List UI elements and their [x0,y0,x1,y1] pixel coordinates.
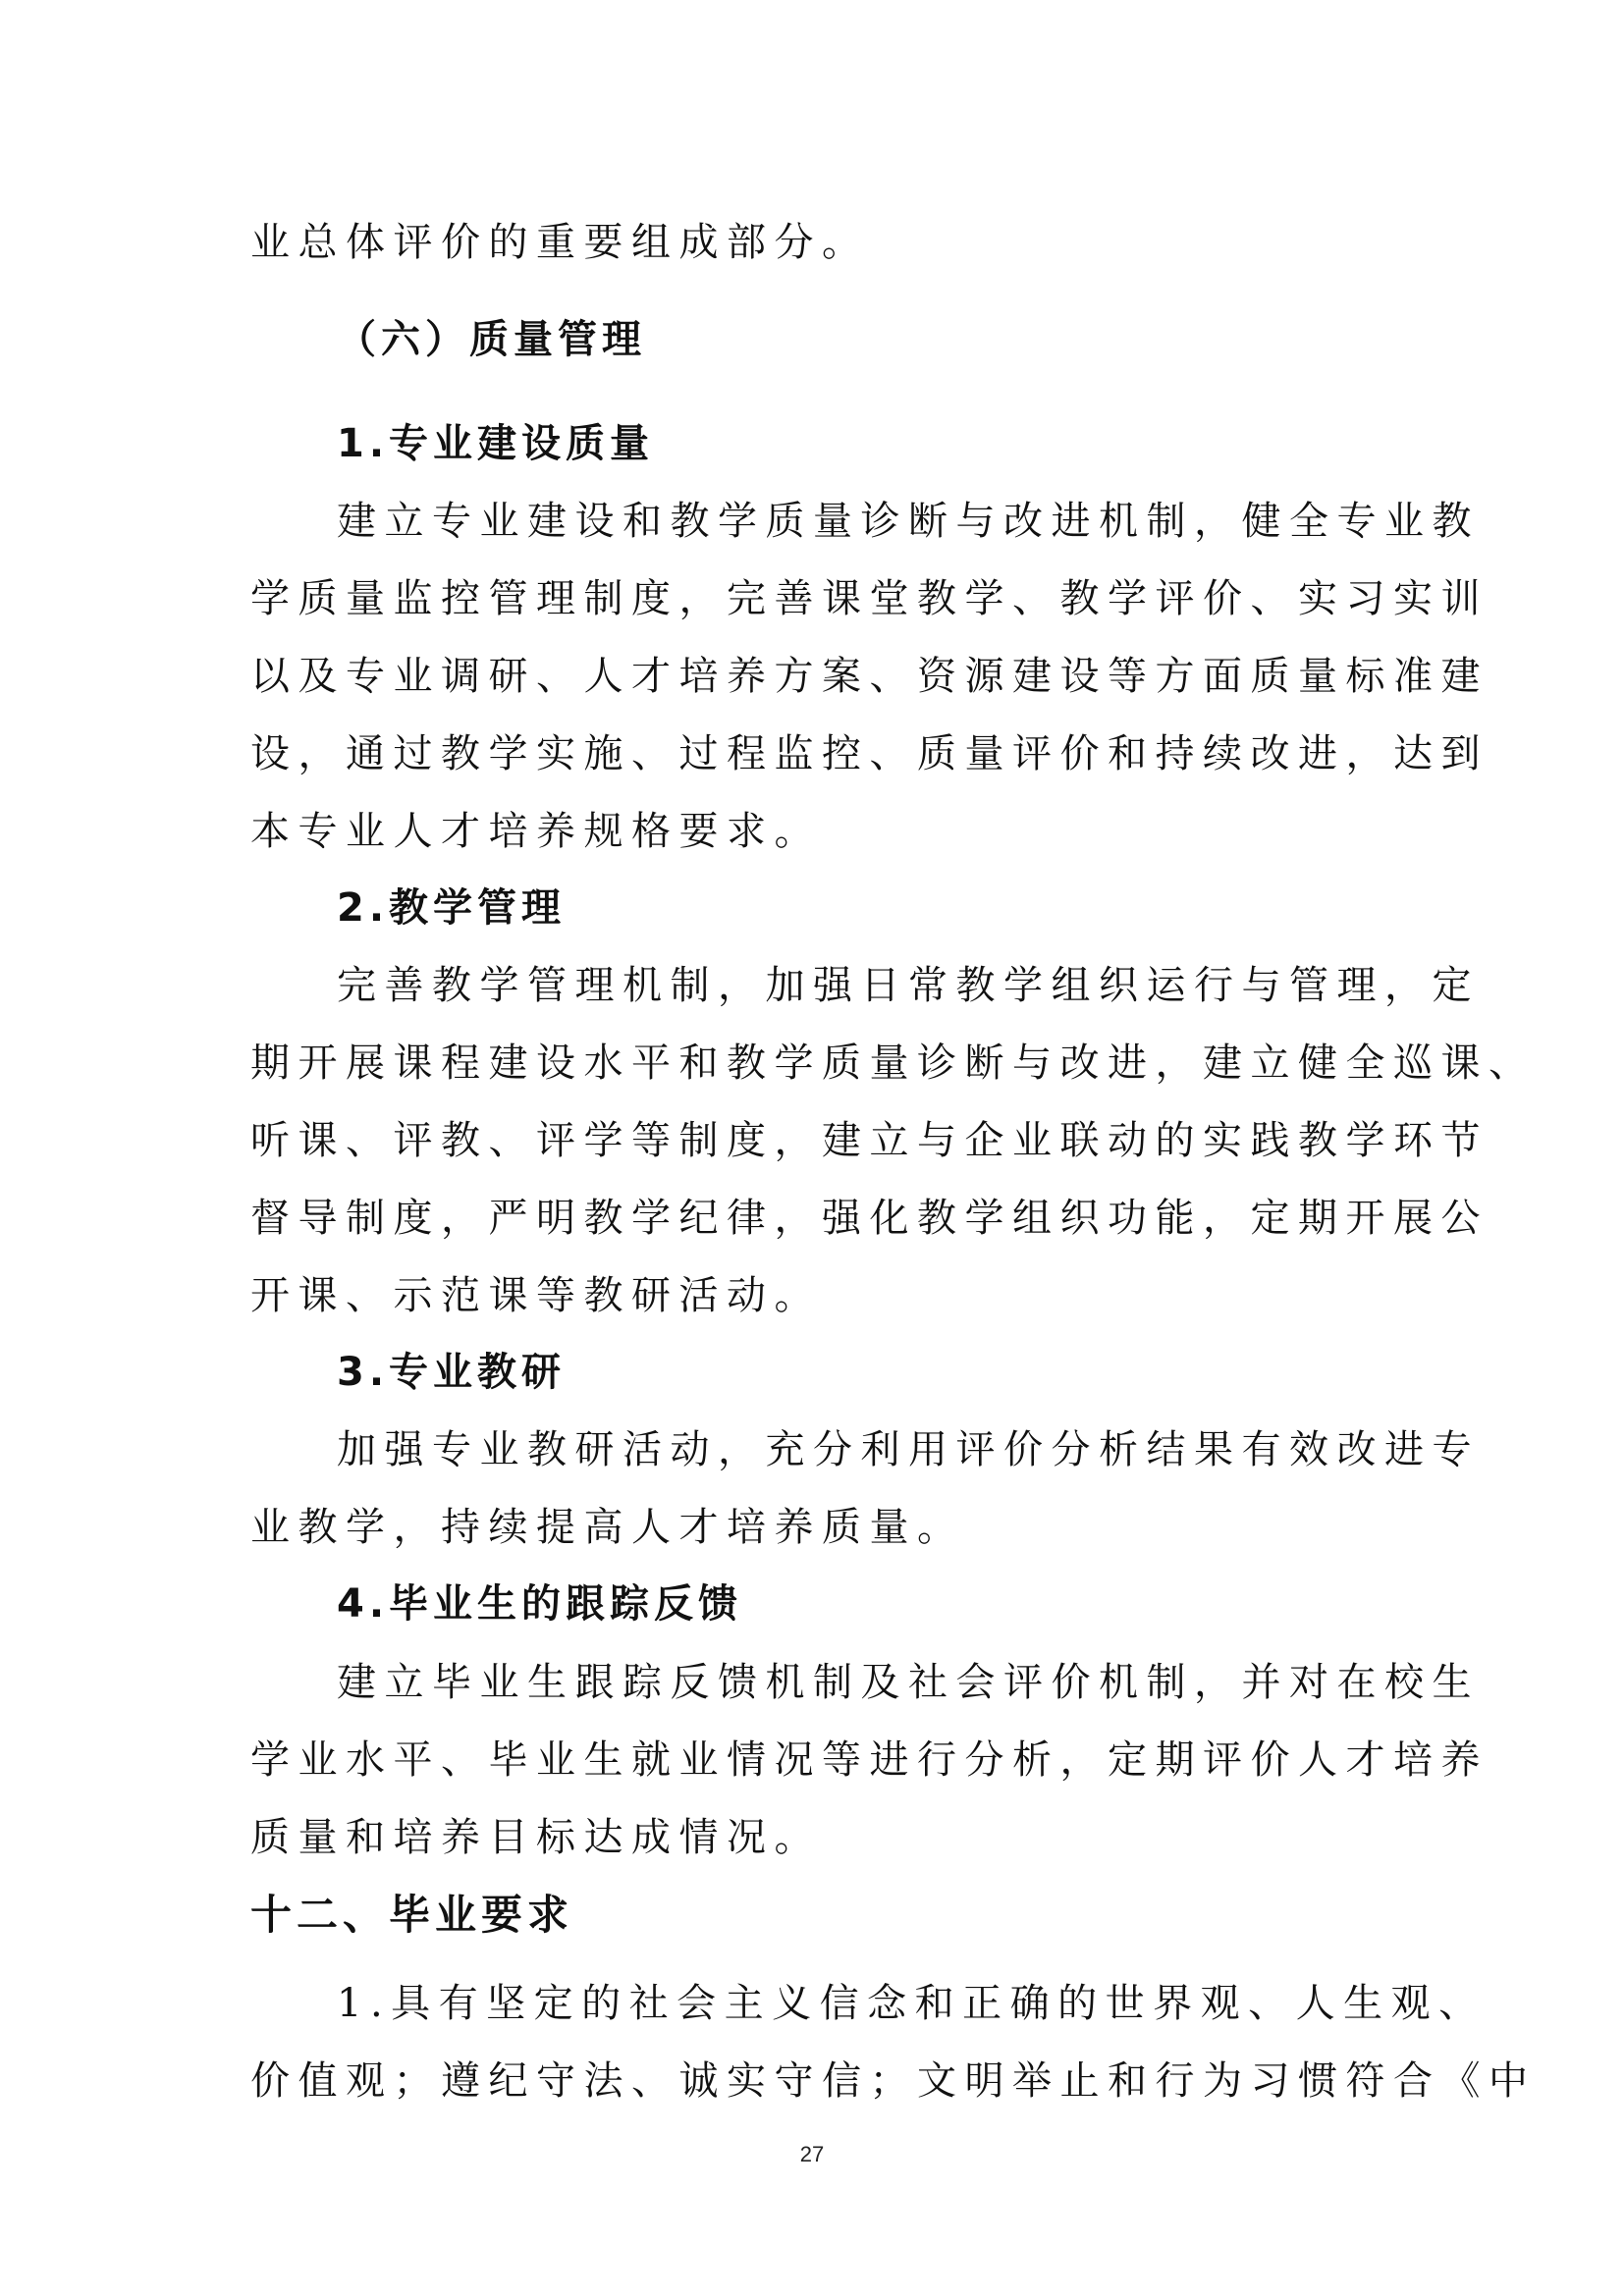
paragraph-line: 开课、示范课等教研活动。 [250,1273,822,1318]
paragraph-line: 督导制度，严明教学纪律，强化教学组织功能，定期开展公 [250,1196,1489,1241]
paragraph-line: 建立专业建设和教学质量诊断与改进机制，健全专业教 [337,499,1480,544]
paragraph-line: 业总体评价的重要组成部分。 [250,220,870,265]
paragraph-line: 学质量监控管理制度，完善课堂教学、教学评价、实习实训 [250,576,1489,621]
paragraph-line: 业教学，持续提高人才培养质量。 [250,1505,965,1550]
paragraph-line: 1.具有坚定的社会主义信念和正确的世界观、人生观、 [337,1981,1487,2026]
subsection-heading-1: 1.专业建设质量 [337,421,655,466]
page-number: 27 [799,2142,825,2166]
paragraph-line: 期开展课程建设水平和教学质量诊断与改进，建立健全巡课、 [250,1041,1537,1086]
subsection-heading-4: 4.毕业生的跟踪反馈 [337,1581,743,1627]
subsection-heading-3: 3.专业教研 [337,1350,567,1395]
paragraph-line: 加强专业教研活动，充分利用评价分析结果有效改进专 [337,1427,1480,1472]
paragraph-line: 听课、评教、评学等制度，建立与企业联动的实践教学环节 [250,1118,1489,1163]
paragraph-line: 质量和培养目标达成情况。 [250,1815,822,1860]
paragraph-line: 学业水平、毕业生就业情况等进行分析，定期评价人才培养 [250,1737,1489,1783]
paragraph-line: 设，通过教学实施、过程监控、质量评价和持续改进，达到 [250,731,1489,776]
paragraph-line: 本专业人才培养规格要求。 [250,809,822,854]
section-heading-quality-management: （六）质量管理 [337,317,646,362]
paragraph-line: 价值观；遵纪守法、诚实守信；文明举止和行为习惯符合《中 [250,2058,1537,2104]
paragraph-line: 建立毕业生跟踪反馈机制及社会评价机制，并对在校生 [337,1660,1480,1705]
subsection-heading-2: 2.教学管理 [337,885,567,931]
paragraph-line: 以及专业调研、人才培养方案、资源建设等方面质量标准建 [250,654,1489,699]
paragraph-line: 完善教学管理机制，加强日常教学组织运行与管理，定 [337,963,1480,1008]
chapter-heading-graduation-requirements: 十二、毕业要求 [250,1891,574,1939]
